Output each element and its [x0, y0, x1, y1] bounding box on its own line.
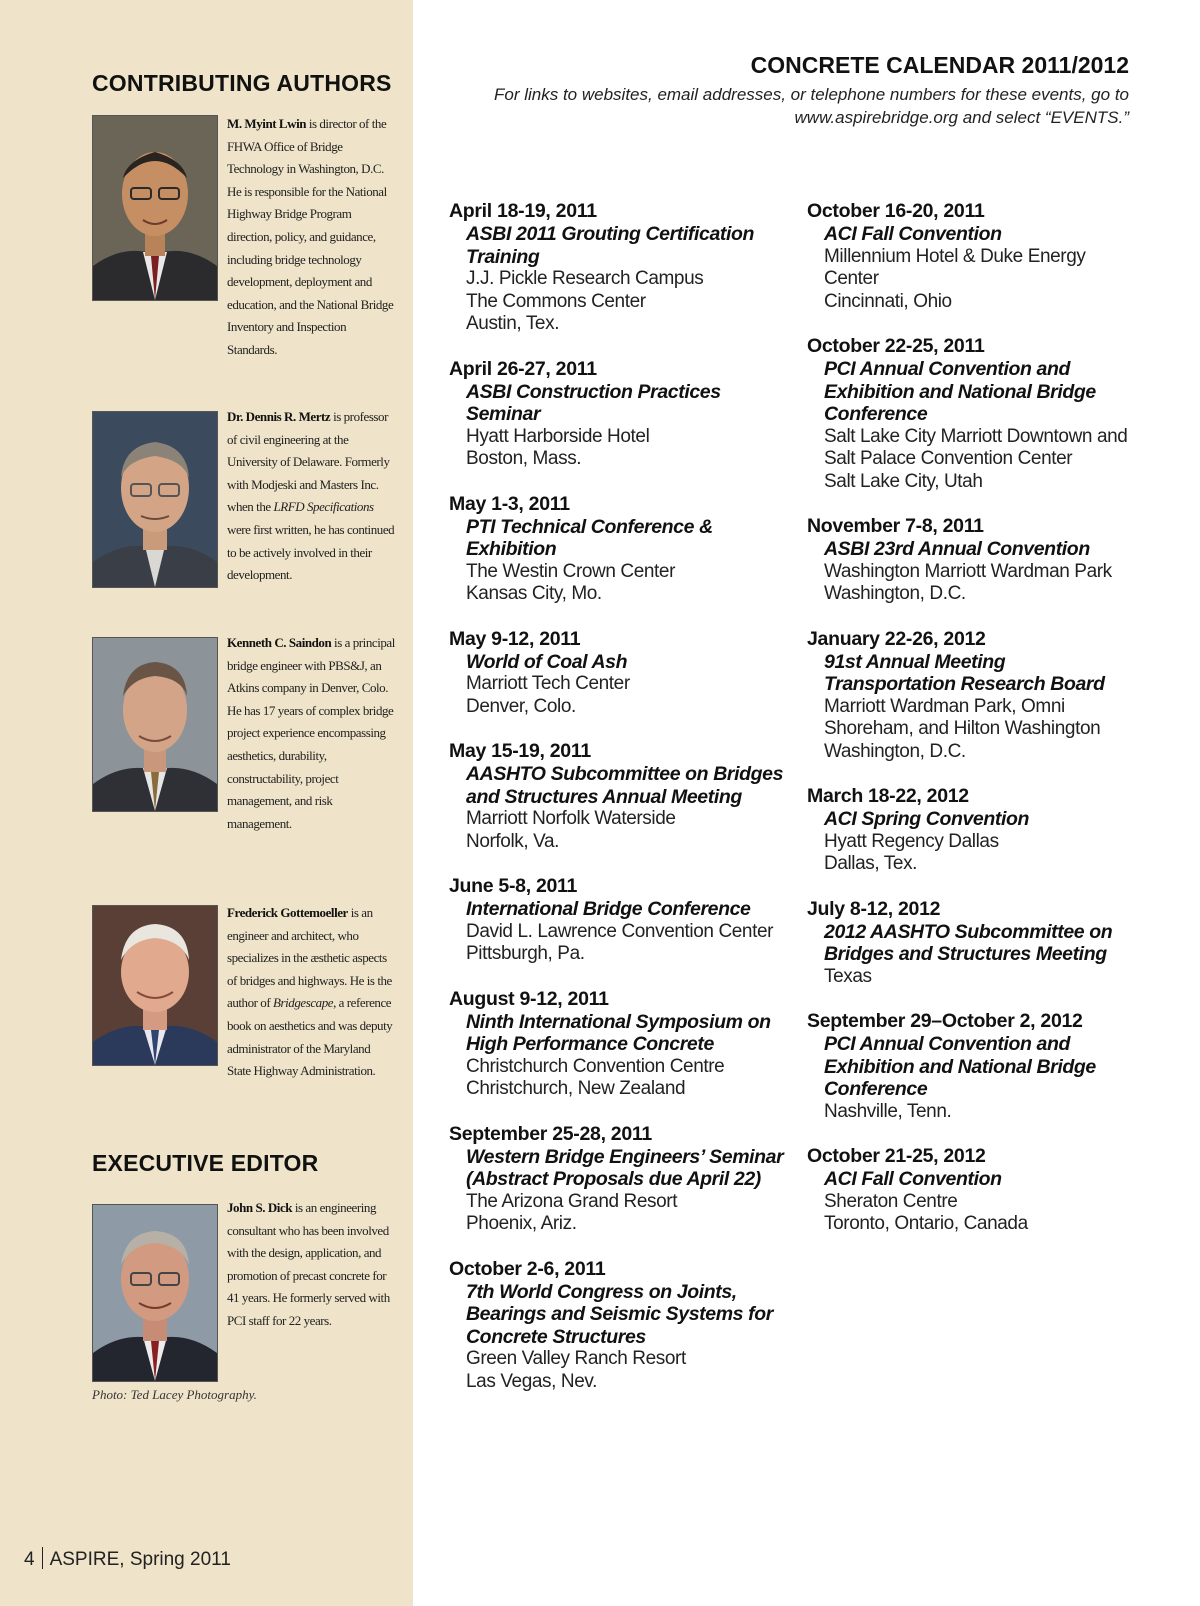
event-location: Toronto, Ontario, Canada: [824, 1213, 1028, 1234]
event-date: September 29–October 2, 2012: [807, 1010, 1083, 1032]
calendar-event: [807, 785, 1137, 876]
event-date: August 9-12, 2011: [449, 987, 609, 1010]
calendar-subtitle-line2: www.aspirebridge.org and select “EVENTS.”: [794, 108, 1129, 127]
event-location: Christchurch Convention Centre: [466, 1055, 725, 1077]
event-location: Kansas City, Mo.: [466, 583, 602, 604]
event-location: Austin, Tex.: [466, 313, 560, 334]
author-photo-lwin: [92, 115, 218, 301]
executive-editor-heading: EXECUTIVE EDITOR: [92, 1150, 319, 1176]
event-name: and Structures Annual Meeting: [466, 785, 742, 808]
event-location: Salt Palace Convention Center: [824, 448, 1073, 469]
event-name: Exhibition and National Bridge: [824, 380, 1096, 403]
calendar-event: [807, 335, 1137, 493]
event-date: June 5-8, 2011: [449, 875, 578, 897]
event-name: (Abstract Proposals due April 22): [466, 1168, 761, 1190]
event-name: International Bridge Conference: [466, 898, 751, 920]
event-name: Transportation Research Board: [824, 673, 1105, 695]
event-name: Exhibition: [466, 538, 557, 560]
event-date: May 1-3, 2011: [449, 492, 570, 515]
footer-divider: [42, 1547, 43, 1569]
event-date: January 22-26, 2012: [807, 627, 986, 650]
calendar-event: [449, 358, 804, 471]
event-location: Shoreham, and Hilton Washington: [824, 718, 1101, 739]
event-date: October 2-6, 2011: [449, 1257, 606, 1280]
event-name: AASHTO Subcommittee on Bridges: [466, 763, 784, 785]
event-name: ACI Fall Convention: [824, 1168, 1002, 1190]
calendar-event: [449, 988, 804, 1101]
page-footer: [24, 1547, 231, 1571]
editor-bio-dick: John S. Dick is an engineering consultant who has been involved with the design, application, and promotion of precast concrete for 41 years. He formerly served with PCI staff for 22 years.: [227, 1200, 390, 1328]
calendar-event: [807, 200, 1137, 313]
event-name: 2012 AASHTO Subcommittee on: [824, 920, 1113, 943]
event-date: May 9-12, 2011: [449, 627, 581, 650]
event-location: Salt Lake City Marriott Downtown and: [824, 425, 1128, 447]
calendar-event: [449, 200, 804, 336]
event-location: Boston, Mass.: [466, 448, 582, 469]
event-name: PCI Annual Convention and: [824, 358, 1071, 380]
event-location: The Arizona Grand Resort: [466, 1190, 678, 1212]
event-name: Western Bridge Engineers’ Seminar: [466, 1145, 784, 1168]
event-date: October 21-25, 2012: [807, 1145, 986, 1167]
event-location: Christchurch, New Zealand: [466, 1078, 686, 1099]
event-date: September 25-28, 2011: [449, 1122, 652, 1145]
author-photo-gottemoeller: [92, 905, 218, 1066]
event-name: Bridges and Structures Meeting: [824, 943, 1107, 965]
event-location: Las Vegas, Nev.: [466, 1370, 597, 1392]
author-bio-lwin: M. Myint Lwin is director of the FHWA Office of Bridge Technology in Washington, D.C. He is responsible for the National Highway Bridge Program direction, policy, and guidance, including bridge technology development, deployment and education, and the National Bridge Inventory and Inspection Standards.: [227, 116, 394, 357]
author-photo-saindon: [92, 637, 218, 812]
calendar-event: [807, 515, 1137, 606]
calendar-event: [449, 1123, 804, 1236]
event-location: Hyatt Harborside Hotel: [466, 425, 650, 447]
event-location: Texas: [824, 965, 872, 987]
author-bio-gottemoeller: Frederick Gottemoeller is an engineer and architect, who specializes in the æsthetic aspects of bridges and highways. He is the author of Bridgescape, a reference book on aesthetics and was deputy administrator of the Maryland State Highway Administration.: [227, 905, 393, 1079]
calendar-header: [369, 52, 1129, 129]
event-date: October 22-25, 2011: [807, 335, 985, 357]
calendar-event: [449, 493, 804, 606]
calendar-subtitle-line1: For links to websites, email addresses, or telephone numbers for these events, go to: [494, 85, 1129, 104]
event-name: Ninth International Symposium on: [466, 1010, 771, 1033]
event-name: Conference: [824, 1078, 928, 1100]
event-location: Nashville, Tenn.: [824, 1100, 952, 1122]
event-location: The Commons Center: [466, 290, 646, 312]
event-date: May 15-19, 2011: [449, 740, 591, 762]
author-photo-mertz: [92, 411, 218, 588]
calendar-event: [449, 740, 804, 853]
calendar-event: [807, 1010, 1137, 1123]
event-location: Sheraton Centre: [824, 1190, 958, 1212]
event-location: Salt Lake City, Utah: [824, 470, 983, 492]
event-name: Concrete Structures: [466, 1325, 646, 1348]
event-name: Conference: [824, 403, 928, 425]
event-date: March 18-22, 2012: [807, 785, 969, 807]
page-number: 4: [24, 1549, 35, 1570]
event-name: High Performance Concrete: [466, 1033, 714, 1055]
event-name: Exhibition and National Bridge: [824, 1055, 1096, 1078]
calendar-event: [807, 1145, 1137, 1236]
event-name: ASBI Construction Practices: [466, 380, 721, 403]
event-location: Cincinnati, Ohio: [824, 290, 952, 312]
editor-photo-dick: [92, 1204, 218, 1382]
event-name: World of Coal Ash: [466, 650, 628, 673]
event-location: Marriott Norfolk Waterside: [466, 808, 676, 829]
event-location: Millennium Hotel & Duke Energy Center: [824, 245, 1086, 289]
photo-credit: Photo: Ted Lacey Photography.: [92, 1387, 257, 1402]
event-name: PTI Technical Conference &: [466, 515, 713, 538]
contributing-authors-heading: CONTRIBUTING AUTHORS: [92, 70, 392, 96]
event-name: 91st Annual Meeting: [824, 650, 1006, 673]
event-name: Bearings and Seismic Systems for: [466, 1303, 773, 1325]
event-location: Marriott Wardman Park, Omni: [824, 695, 1065, 717]
calendar-event: [807, 628, 1137, 764]
event-location: Marriott Tech Center: [466, 673, 630, 694]
author-bio-mertz: Dr. Dennis R. Mertz is professor of civil engineering at the University of Delaware. Formerly with Modjeski and Masters Inc. when the LRFD Specifications were first written, he has continued to be actively involved in their development.: [227, 409, 395, 583]
event-location: Phoenix, Ariz.: [466, 1213, 577, 1234]
event-location: J.J. Pickle Research Campus: [466, 268, 704, 289]
event-name: 7th World Congress on Joints,: [466, 1280, 737, 1303]
calendar-event: [807, 898, 1137, 989]
event-name: Seminar: [466, 403, 541, 425]
event-name: PCI Annual Convention and: [824, 1033, 1071, 1055]
event-location: Denver, Colo.: [466, 695, 576, 717]
publication-name: ASPIRE, Spring 2011: [49, 1549, 231, 1570]
event-date: July 8-12, 2012: [807, 897, 941, 920]
event-name: ASBI 23rd Annual Convention: [824, 538, 1090, 560]
event-location: Washington, D.C.: [824, 583, 966, 604]
author-bio-saindon: Kenneth C. Saindon is a principal bridge engineer with PBS&J, an Atkins company in Denver, Colo. He has 17 years of complex bridge project experience encompassing aesthetics, durability, constructability, project management, and risk management.: [227, 635, 395, 831]
event-name: ACI Spring Convention: [824, 808, 1030, 830]
calendar-column-1: [449, 200, 804, 1415]
event-name: ACI Fall Convention: [824, 223, 1002, 245]
event-location: Pittsburgh, Pa.: [466, 943, 585, 964]
event-date: April 26-27, 2011: [449, 357, 597, 380]
event-location: Washington, D.C.: [824, 740, 966, 762]
event-location: Hyatt Regency Dallas: [824, 830, 999, 852]
event-location: Dallas, Tex.: [824, 853, 918, 874]
event-location: David L. Lawrence Convention Center: [466, 920, 774, 942]
calendar-title: CONCRETE CALENDAR 2011/2012: [750, 52, 1129, 78]
calendar-subtitle: [369, 83, 1129, 129]
event-date: November 7-8, 2011: [807, 515, 984, 537]
event-date: October 16-20, 2011: [807, 200, 985, 222]
event-location: Washington Marriott Wardman Park: [824, 560, 1112, 582]
calendar-event: [449, 1258, 804, 1394]
calendar-event: [449, 875, 804, 966]
event-location: Green Valley Ranch Resort: [466, 1348, 686, 1369]
calendar-column-2: [807, 200, 1137, 1258]
event-date: April 18-19, 2011: [449, 200, 597, 222]
event-location: The Westin Crown Center: [466, 560, 676, 582]
event-name: ASBI 2011 Grouting Certification: [466, 223, 755, 245]
calendar-event: [449, 628, 804, 719]
event-name: Training: [466, 245, 540, 268]
event-location: Norfolk, Va.: [466, 830, 560, 852]
